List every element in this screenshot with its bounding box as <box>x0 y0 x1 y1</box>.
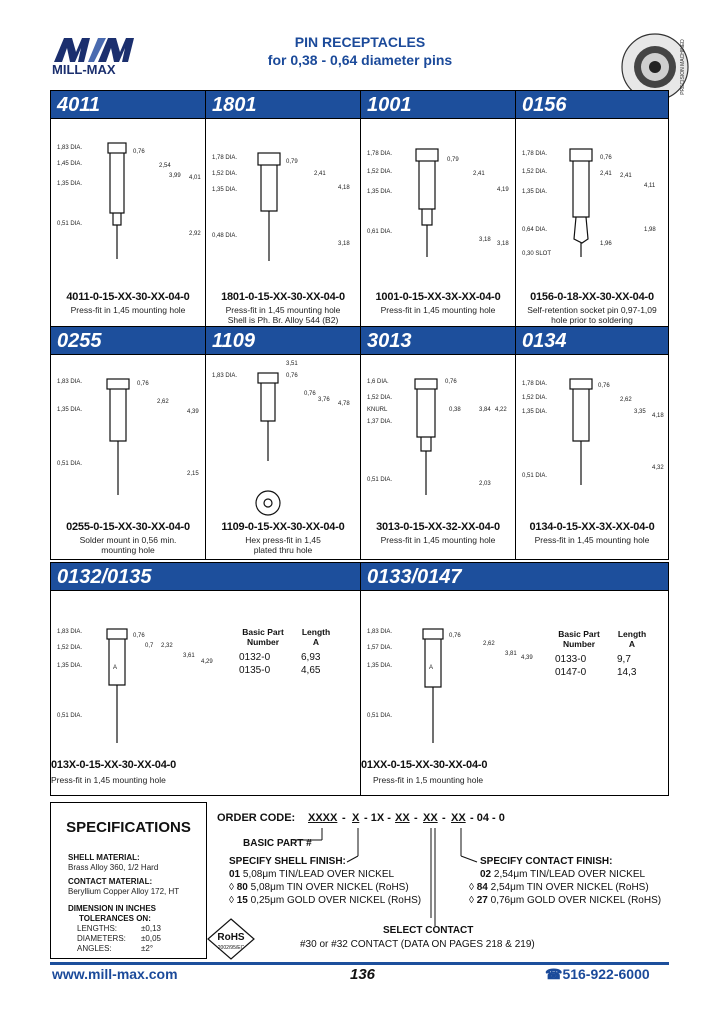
product-code: 0255 <box>51 327 205 355</box>
page-title: PIN RECEPTACLES <box>294 34 426 50</box>
shell-option: ◊ 80 5,08μm TIN OVER NICKEL (RoHS) <box>229 882 409 893</box>
dim-label: 0,76 <box>449 633 461 639</box>
table-header: Basic Part <box>558 629 600 639</box>
dim-label: 0,76 <box>133 633 145 639</box>
dim-label: 3,76 <box>318 397 330 403</box>
dim-label: 4,18 <box>338 185 350 191</box>
dim-label: 1,57 DIA. <box>367 645 393 651</box>
dim-label: 1,83 DIA. <box>57 629 83 635</box>
product-note: Press-fit in 1,45 mounting hole <box>70 305 186 315</box>
contact-finish-label: SPECIFY CONTACT FINISH: <box>480 856 613 867</box>
part-number: 1001-0-15-XX-3X-XX-04-0 <box>375 291 501 303</box>
tol-diameters-label: DIAMETERS: <box>77 934 126 943</box>
logo-text: MILL-MAX <box>52 62 116 76</box>
receptacle-drawing <box>206 121 361 261</box>
page-number: 136 <box>350 966 376 983</box>
product-card <box>51 91 206 326</box>
specs-title: SPECIFICATIONS <box>66 819 191 836</box>
part-number: 1801-0-15-XX-30-XX-04-0 <box>221 291 345 303</box>
mill-max-logo <box>50 32 158 76</box>
product-code: 1001 <box>361 91 515 119</box>
receptacle-drawing <box>206 357 361 517</box>
product-note: plated thru hole <box>253 545 313 555</box>
product-code: 3013 <box>361 327 515 355</box>
dim-label: 0,7 <box>145 643 154 649</box>
product-card <box>206 327 361 559</box>
product-card <box>516 91 668 326</box>
dim-label: 1,35 DIA. <box>57 407 83 413</box>
product-note: Press-fit in 1,45 mounting hole <box>380 305 496 315</box>
product-card <box>361 563 668 795</box>
dim-label: 1,35 DIA. <box>522 409 548 415</box>
dim-label: 1,52 DIA. <box>212 171 238 177</box>
product-note: Press-fit in 1,45 mounting hole <box>380 535 496 545</box>
product-card <box>51 563 361 795</box>
product-note: Hex press-fit in 1,45 <box>245 535 321 545</box>
code-separator: - 1X - <box>364 812 391 824</box>
dim-label: 4,39 <box>521 655 533 661</box>
product-code: 4011 <box>51 91 205 119</box>
shell-finish-label: SPECIFY SHELL FINISH: <box>229 856 346 867</box>
product-grid-upper <box>50 90 669 560</box>
dim-label: 2,41 <box>600 171 612 177</box>
contact-option: ◊ 27 0,76μm GOLD OVER NICKEL (RoHS) <box>469 895 662 906</box>
website-link[interactable]: www.mill-max.com <box>52 966 178 982</box>
part-number: 3013-0-15-XX-32-XX-04-0 <box>376 521 500 533</box>
dim-label: 1,35 DIA. <box>57 181 83 187</box>
dim-label: 1,78 DIA. <box>367 151 393 157</box>
tol-angles-value: ±2° <box>141 944 154 953</box>
dim-label: 0,51 DIA. <box>367 713 393 719</box>
shell-option: 01 5,08μm TIN/LEAD OVER NICKEL <box>229 869 395 880</box>
dim-label: 1,96 <box>600 241 612 247</box>
dim-label: 0,76 <box>445 379 457 385</box>
product-note: Self-retention socket pin 0,97-1,09 <box>527 305 657 315</box>
basic-part-label: BASIC PART # <box>243 838 312 849</box>
table-header: Length <box>617 629 647 639</box>
dim-label: 0,76 <box>598 383 610 389</box>
receptacle-drawing <box>51 357 206 497</box>
contact-material-value: Beryllium Copper Alloy 172, HT <box>68 887 180 896</box>
part-number: 01XX-0-15-XX-30-XX-04-0 <box>361 759 488 771</box>
dim-label: 1,78 DIA. <box>522 151 548 157</box>
dim-label: 4,39 <box>187 409 199 415</box>
dimension-label: DIMENSION IN INCHES <box>68 904 157 913</box>
dim-label: 1,35 DIA. <box>212 187 238 193</box>
dim-label: 0,79 <box>286 159 298 165</box>
table-header: A <box>312 637 320 647</box>
part-number: 013X-0-15-XX-30-XX-04-0 <box>51 759 177 771</box>
dim-label: 1,83 DIA. <box>212 373 238 379</box>
dim-label: 1,35 DIA. <box>522 189 548 195</box>
code-basic-part: XXXX <box>308 812 338 824</box>
dim-label: 0,79 <box>447 157 459 163</box>
dim-label: 4,22 <box>495 407 507 413</box>
dim-label: 1,83 DIA. <box>57 145 83 151</box>
product-note: Press-fit in 1,45 mounting hole <box>51 775 166 785</box>
table-row: 0135-0 4,65 <box>239 665 321 676</box>
product-card <box>361 91 516 326</box>
receptacle-drawing <box>361 357 516 497</box>
dim-label: 1,6 DIA. <box>367 379 389 385</box>
dim-label: 3,18 <box>479 237 491 243</box>
dim-label: 3,84 <box>479 407 491 413</box>
code-separator: - <box>342 812 346 824</box>
dim-label: 2,03 <box>479 481 491 487</box>
dim-label: 1,45 DIA. <box>57 161 83 167</box>
phone-number: ☎516-922-6000 <box>545 966 650 982</box>
table-row: 0147-0 14,3 <box>555 667 637 678</box>
receptacle-drawing <box>516 357 668 497</box>
dim-label: 4,19 <box>497 187 509 193</box>
dim-label: 2,32 <box>161 643 173 649</box>
dim-label: 3,51 <box>286 361 298 367</box>
dim-label: A <box>113 665 118 671</box>
receptacle-drawing <box>516 121 668 261</box>
product-code: 1109 <box>206 327 360 355</box>
table-header: Number <box>246 637 280 647</box>
dim-label: 3,18 <box>338 241 350 247</box>
dim-label: 0,51 DIA. <box>522 473 548 479</box>
dim-label: 0,51 DIA. <box>57 221 83 227</box>
dim-label: 1,35 DIA. <box>57 663 83 669</box>
product-card <box>361 327 516 559</box>
dim-label: 2,62 <box>483 641 495 647</box>
code-separator: - <box>414 812 418 824</box>
contact-option: 02 2,54μm TIN/LEAD OVER NICKEL <box>480 869 646 880</box>
product-note: Solder mount in 0,56 min. <box>79 535 177 545</box>
dim-label: 4,32 <box>652 465 664 471</box>
dim-label: KNURL <box>367 407 388 413</box>
contact-pages-note: #30 or #32 CONTACT (DATA ON PAGES 218 & 219) <box>300 939 535 950</box>
contact-material-label: CONTACT MATERIAL: <box>68 877 153 886</box>
dim-label: 0,76 <box>600 155 612 161</box>
dim-label: 3,81 <box>505 651 517 657</box>
dim-label: 3,61 <box>183 653 195 659</box>
receptacle-drawing <box>51 593 241 753</box>
dim-label: 1,37 DIA. <box>367 419 393 425</box>
product-note: Shell is Ph. Br. Alloy 544 (B2) <box>227 315 339 325</box>
dim-label: 1,35 DIA. <box>367 663 393 669</box>
shell-option: ◊ 15 0,25μm GOLD OVER NICKEL (RoHS) <box>229 895 422 906</box>
product-note: hole prior to soldering <box>551 315 633 325</box>
footer-rule <box>50 962 669 965</box>
code-contact: XX <box>395 812 410 824</box>
table-header: Basic Part <box>242 627 284 637</box>
dim-label: 2,92 <box>189 231 201 237</box>
dim-label: 4,29 <box>201 659 213 665</box>
product-note: Press-fit in 1,45 mounting hole <box>225 305 341 315</box>
dim-label: 0,38 <box>449 407 461 413</box>
code-contact-finish: XX <box>451 812 466 824</box>
code-shell-x: X <box>352 812 360 824</box>
dim-label: 1,98 <box>644 227 656 233</box>
rohs-sub: 2002/95/EC <box>217 945 245 951</box>
seal-text: PRECISION MACHINED <box>680 39 686 95</box>
product-card <box>516 327 668 559</box>
dim-label: 3,35 <box>634 409 646 415</box>
dim-label: 4,11 <box>644 183 656 189</box>
rohs-text: RoHS <box>217 932 245 943</box>
product-note: Press-fit in 1,5 mounting hole <box>373 775 484 785</box>
table-header: A <box>628 639 636 649</box>
dim-label: 4,18 <box>652 413 664 419</box>
dim-label: 2,62 <box>620 397 632 403</box>
tolerance-label: TOLERANCES ON: <box>79 914 151 923</box>
dim-label: 3,99 <box>169 173 181 179</box>
code-separator: - <box>442 812 446 824</box>
dim-label: A <box>429 665 434 671</box>
table-header: Number <box>562 639 596 649</box>
dim-label: 1,52 DIA. <box>522 395 548 401</box>
dim-label: 1,83 DIA. <box>367 629 393 635</box>
dim-label: 0,76 <box>304 391 316 397</box>
dim-label: 4,78 <box>338 401 350 407</box>
order-code-label: ORDER CODE: <box>217 812 296 824</box>
dim-label: 1,52 DIA. <box>522 169 548 175</box>
dim-label: 0,51 DIA. <box>57 461 83 467</box>
product-grid-lower <box>50 562 669 796</box>
contact-option: ◊ 84 2,54μm TIN OVER NICKEL (RoHS) <box>469 882 649 893</box>
product-note: mounting hole <box>101 545 155 555</box>
table-row: 0132-0 6,93 <box>239 652 321 663</box>
product-code: 1801 <box>206 91 360 119</box>
dim-label: 0,61 DIA. <box>367 229 393 235</box>
dim-label: 1,52 DIA. <box>367 169 393 175</box>
product-card <box>51 327 206 559</box>
dim-label: 2,54 <box>159 163 171 169</box>
receptacle-drawing <box>361 593 551 753</box>
tol-diameters-value: ±0,05 <box>141 934 161 943</box>
dim-label: 4,01 <box>189 175 201 181</box>
product-code: 0132/0135 <box>51 563 360 591</box>
specifications-box <box>50 802 207 959</box>
product-card <box>206 91 361 326</box>
shell-material-value: Brass Alloy 360, 1/2 Hard <box>68 863 159 872</box>
phone-icon: ☎ <box>545 966 563 982</box>
shell-material-label: SHELL MATERIAL: <box>68 853 140 862</box>
tol-angles-label: ANGLES: <box>77 944 112 953</box>
dim-label: 0,51 DIA. <box>367 477 393 483</box>
tol-lengths-value: ±0,13 <box>141 924 161 933</box>
dim-label: 2,41 <box>620 173 632 179</box>
product-code: 0133/0147 <box>361 563 668 591</box>
dim-label: 2,41 <box>314 171 326 177</box>
dim-label: 0,76 <box>286 373 298 379</box>
dim-label: 0,48 DIA. <box>212 233 238 239</box>
dim-label: 0,76 <box>133 149 145 155</box>
product-code: 0156 <box>516 91 668 119</box>
dim-label: 3,18 <box>497 241 509 247</box>
part-number: 0156-0-18-XX-30-XX-04-0 <box>530 291 654 303</box>
receptacle-drawing <box>51 121 206 261</box>
dim-label: 1,78 DIA. <box>522 381 548 387</box>
select-contact-label: SELECT CONTACT <box>383 925 474 936</box>
part-number: 4011-0-15-XX-30-XX-04-0 <box>66 291 190 303</box>
table-header: Length <box>301 627 331 637</box>
dim-label: 1,52 DIA. <box>367 395 393 401</box>
dim-label: 2,15 <box>187 471 199 477</box>
dim-label: 1,35 DIA. <box>367 189 393 195</box>
dim-label: 0,76 <box>137 381 149 387</box>
code-shell-finish: XX <box>423 812 438 824</box>
dim-label: 1,83 DIA. <box>57 379 83 385</box>
part-number: 0134-0-15-XX-3X-XX-04-0 <box>529 521 655 533</box>
dim-label: 0,64 DIA. <box>522 227 548 233</box>
part-number: 0255-0-15-XX-30-XX-04-0 <box>66 521 190 533</box>
dim-label: 1,52 DIA. <box>57 645 83 651</box>
product-code: 0134 <box>516 327 668 355</box>
dim-label: 1,78 DIA. <box>212 155 238 161</box>
table-row: 0133-0 9,7 <box>555 654 631 665</box>
receptacle-drawing <box>361 121 516 261</box>
dim-label: 0,30 SLOT <box>522 251 552 257</box>
product-note: Press-fit in 1,45 mounting hole <box>534 535 650 545</box>
part-number: 1109-0-15-XX-30-XX-04-0 <box>221 521 345 533</box>
dim-label: 0,51 DIA. <box>57 713 83 719</box>
code-tail: - 04 - 0 <box>470 812 505 824</box>
dim-label: 2,41 <box>473 171 485 177</box>
tol-lengths-label: LENGTHS: <box>77 924 118 933</box>
dim-label: 2,62 <box>157 399 169 405</box>
page-subtitle: for 0,38 - 0,64 diameter pins <box>267 52 453 68</box>
